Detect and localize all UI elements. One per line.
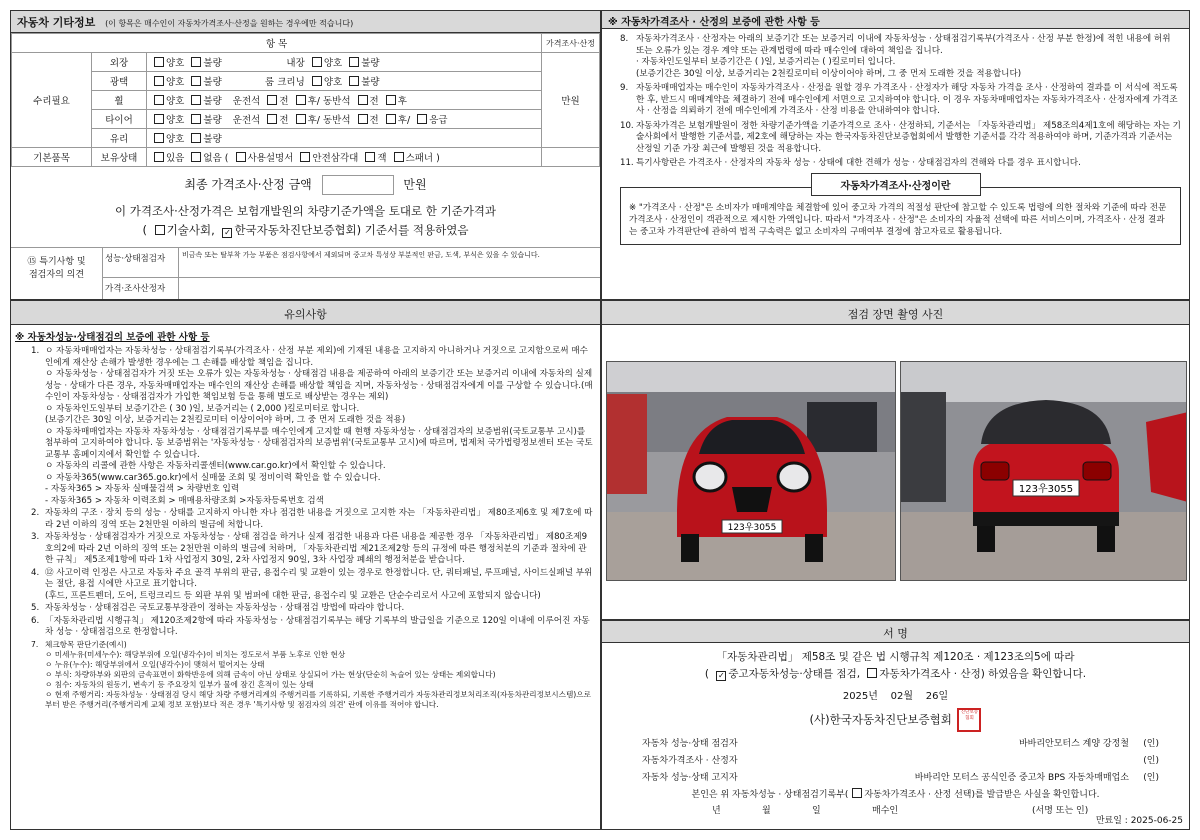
front-car-image — [607, 362, 896, 581]
notes-item — [31, 508, 594, 531]
sign-row-mark: (인) — [1143, 739, 1159, 749]
sign-row-label: 자동차 성능·상태 점검자 — [642, 739, 738, 749]
notes-subtitle: ※ 자동차성능·상태점검의 보증에 관한 사항 등 — [15, 332, 210, 343]
notes-list — [11, 346, 600, 710]
guarantee-item-number: 10. — [620, 120, 634, 131]
col-price-header: 가격조사·산정 — [542, 34, 600, 53]
row-glass-label: 유리 — [92, 129, 147, 148]
checkbox-tech-society[interactable] — [155, 225, 165, 235]
checkbox[interactable] — [386, 114, 396, 124]
sign-rows — [602, 732, 1189, 785]
expiry-date: 만료일 : 2025-06-25 — [1095, 816, 1183, 826]
guarantee-item — [620, 34, 1181, 80]
rear-plate-text: 123우3055 — [1018, 484, 1074, 495]
sign-row-value: 바바리안모터스 계양 강정철 — [1018, 739, 1129, 749]
notes-item-text: 체크항목 판단기준(예시) ㅇ 미세누유(미세누수): 해당부위에 오일(냉각수)이 비치는 정도로서 부품 노후로 인한 현상 ㅇ 누유(누수): 해당부위에서 오일(냉각수)이 맺혀서 떨어지는 상태 ㅇ 부식: 차량하부와 외판의 금속표면이 화학반응에 의해 금속이 아닌 상태로 상실되어 가는 현상(단순히 녹슬어 있는 상태는 제외합니다) ㅇ 침수: 자동차의 원동기, 변속기 등 주요장치 일부가 물에 잠긴 흔적이 있는 상태 ㅇ 현재 주행거리: 자동차성능 · 상태점검 당시 해당 차량 주행거리계의 주행거리를 기록하되, 기록한 주행거리가 자동차관리정보처리조직(자동차관리정보시스템)으로부터 받은 주행거리(주행거리계 교체 정보 포함)보다 적은 경우 '특기사항 및 점검자의 의견' 란에 이유를 적어야 합니다. — [45, 639, 591, 709]
checkbox[interactable] — [191, 133, 201, 143]
row-tire-label: 타이어 — [92, 110, 147, 129]
special-section — [11, 247, 601, 300]
notes-item — [31, 640, 594, 710]
notes-item-text: 자동차성능 · 상태점검자가 거짓으로 자동차성능 · 상태 점검을 하거나 실제 점검한 내용과 다른 내용을 제공한 경우 「자동차관리법」 제80조제9호의2에 따라 2년 이하의 징역 또는 2천만원 이하의 벌금에 처하며, 「자동차관리법 제21조제2항 등의 규정에 따른 행정처분의 기준과 절차에 관한 규칙」 제5조제1항에 따라 1차 사업정지 30일, 2차 사업정지 90일, 3차 사업장 폐쇄의 행정처분을 받습니다. — [45, 532, 588, 565]
guarantee-item-text: 자동차가격은 보험개발원이 정한 차량기준가액을 기준가격으로 조사 · 산정하되, 기준서는 「자동차관리법」 제58조의4제1호에 해당하는 자는 기술사회에서 발행한 기준서를, 제2호에 해당하는 자는 한국자동차진단보증협회에서 발행한 기준서를 각각 적용하여야 하며, 기준가격과 기준서는 산정일 기준 가장 최근에 발행된 것을 적용합니다. — [636, 120, 1181, 154]
checkbox[interactable] — [267, 114, 277, 124]
row-gloss-label: 광택 — [92, 72, 147, 91]
check-line: ( ✓ 중고자동차성능·상태를 점검, 자동차가격조사 · 산정) 하였음을 확인합니다. — [704, 668, 1087, 680]
rear-car-image — [901, 362, 1187, 581]
guarantee-header: ※ 자동차가격조사 · 산정의 보증에 관한 사항 등 — [602, 11, 1189, 29]
photos-header: 점검 장면 촬영 사진 — [602, 301, 1189, 325]
checkbox[interactable] — [358, 114, 368, 124]
checkbox[interactable] — [358, 95, 368, 105]
final-price-unit: 만원 — [403, 177, 427, 192]
final-price-label: 최종 가격조사·산정 금액 — [184, 177, 312, 192]
special-inspector-label: 성능·상태점검자 — [103, 248, 179, 277]
basic-options: 있음 없음 ( 사용설명서 안전삼각대 잭 스패너 ) — [147, 148, 542, 167]
notes-item — [31, 603, 594, 615]
sign-date: 2025년 02월 26일 — [842, 691, 949, 702]
notes-panel — [10, 300, 601, 830]
org-row — [602, 708, 1189, 732]
sign-row — [642, 734, 1159, 751]
checkbox[interactable] — [386, 95, 396, 105]
special-appraiser-label: 가격·조사산정자 — [103, 278, 179, 300]
extra-info-note: (이 항목은 매수인이 자동차가격조사·산정을 원하는 경우에만 적습니다) — [105, 19, 354, 28]
sign-row — [642, 768, 1159, 785]
row-glass-options: 양호 불량 — [147, 129, 542, 148]
front-photo — [606, 361, 896, 581]
front-plate-text: 123우3055 — [727, 523, 777, 533]
org-name: (사)한국자동차진단보증협회 — [809, 712, 952, 727]
notes-item — [31, 616, 594, 639]
checkbox-appraisal[interactable] — [867, 668, 877, 678]
appraisal-box-text: ※ "가격조사 · 산정"은 소비자가 매매계약을 체결함에 있어 중고차 가격의 적절성 판단에 참고할 수 있도록 법령에 의한 절차와 기준에 따라 전문 가격조사 · 산정인이 객관적으로 제시한 가액입니다. 따라서 "가격조사 · 산정"은 소비자의 자율적 선택에 따른 서비스이며, 가격조사 · 산정 결과는 중고차 가격판단에 관하여 법적 구속력은 없고 소비자의 구매여부 결정에 참고자료로 활용됩니다. — [629, 202, 1167, 237]
price-unit: 만원 — [542, 53, 600, 148]
row-wheel-label: 휠 — [92, 91, 147, 110]
row-room-cleaning-label: 룸 크리닝 — [265, 77, 305, 88]
checkbox[interactable] — [417, 114, 427, 124]
guarantee-item-number: 11. — [620, 158, 634, 168]
notes-item-text: 「자동차관리법 시행규칙」 제120조제2항에 따라 자동차성능 · 상태점검기록부는 해당 기록부의 발급일을 기준으로 120일 이내에 이루어진 자동차 성능 · 상태점검으로 한정합니다. — [45, 615, 590, 637]
checkbox[interactable] — [312, 76, 322, 86]
checkbox[interactable] — [394, 152, 404, 162]
notes-item-text: 자동차의 구조 · 장치 등의 성능 · 상태를 고지하지 아니한 자나 점검한 내용을 거짓으로 고지한 자는 「자동차관리법」 제80조제6호 및 제7호에 따라 2년 이하의 징역 또는 2천만원 이하의 벌금에 처합니다. — [45, 508, 593, 530]
notes-item-number: 6. — [31, 615, 40, 626]
checkbox[interactable] — [191, 57, 201, 67]
row-interior-label: 내장 — [286, 58, 305, 69]
guarantee-list — [602, 29, 1189, 170]
checkbox-performance[interactable]: ✓ — [717, 671, 725, 680]
checkbox[interactable] — [296, 114, 306, 124]
notes-item — [31, 346, 594, 507]
notes-item-number: 2. — [31, 508, 40, 518]
basis-line1: 이 가격조사·산정가격은 보험개발원의 차량기준가액을 토대로 한 기준가격과 — [114, 204, 497, 218]
notes-item-text: 자동차성능 · 상태점검은 국토교통부장관이 정하는 자동차성능 · 상태점검 방법에 따라야 합니다. — [45, 603, 405, 613]
rear-photo — [900, 361, 1187, 581]
checkbox[interactable] — [365, 152, 375, 162]
notes-item — [31, 532, 594, 567]
confirm-line: 본인은 위 자동차성능 · 상태점검기록부( 자동차가격조사 · 산정 선택)를 발급받은 사실을 확인합니다. — [691, 790, 1100, 800]
row-exterior-label: 외장 — [92, 53, 147, 72]
guarantee-panel — [601, 10, 1190, 300]
final-price-row — [11, 175, 600, 195]
sign-row-label: 자동차가격조사 · 산정자 — [642, 756, 738, 766]
notes-item-text: ⑫ 사고이력 인정은 사고로 자동차 주요 골격 부위의 판금, 용접수리 및 교환이 있는 경우로 한정합니다. 단, 쿼터패널, 루프패널, 사이드실패널 부위는 절단, 용접 시에만 사고로 표기합니다. (후드, 프론트펜더, 도어, 트렁크리드 등 외판 부위 및 범퍼에 대한 판금, 용접수리 및 교환은 단순수리로서 사고에 포함되지 않습니다) — [45, 567, 593, 601]
guarantee-item — [620, 121, 1181, 156]
checkbox[interactable] — [349, 76, 359, 86]
guarantee-item-text: 자동차매매업자는 매수인이 자동차가격조사 · 산정을 원할 경우 가격조사 · 산정자가 해당 자동차 가격을 조사 · 산정하여 결과를 이 서식에 적도록 한 후, 반드시 매매계약을 체결하기 전에 매수인에게 서면으로 고지하여야 합니다. 이 경우 자동차매매업자는 자동차가격조사 · 산정자에게 가격조사 · 산정을 의뢰하기 전에 매수인에게 가격조사 · 산정 비용을 안내하여야 합니다. — [636, 83, 1178, 116]
notes-item-number: 7. — [31, 639, 39, 649]
checkbox-confirm[interactable] — [852, 788, 862, 798]
checkbox[interactable] — [191, 152, 201, 162]
guarantee-item-number: 8. — [620, 34, 629, 44]
repair-table — [11, 33, 600, 167]
row-exterior-options: 양호 불량 내장 양호 불량 — [147, 53, 542, 72]
photos-panel — [601, 300, 1190, 620]
row-wheel-options: 양호 불량 운전석 전 후/ 동반석 전 후 — [147, 91, 542, 110]
guarantee-item — [620, 158, 1181, 170]
notes-item-text: ㅇ 자동차매매업자는 자동차성능 · 상태점검기록부(가격조사 · 산정 부분 제외)에 기재된 내용을 고지하지 아니하거나 거짓으로 고지함으로써 매수인에게 재산상 손해가 발생한 경우에는 그 손해를 배상할 책임을 집니다. ㅇ 자동차성능 · 상태점검자가 거짓 또는 오류가 있는 자동차성능 · 상태점검 내용을 제공하여 아래의 보증기간 또는 보증거리 이내에 자동차의 실제 성능 · 상태가 다른 경우, 자동차매매업자는 매수인의 재산상 손해를 배상할 책임을 지며, 자동차성능 · 상태점검자에게 이를 구상할 수 있습니다.(매수인이 자동차성능 · 상태점검자가 가입한 책임보험 등을 통해 별도로 배상받는 경우는 제외) ㅇ 자동차인도일부터 보증기간은 ( 30 )일, 보증거리는 ( 2,000 )킬로미터로 합니다. (보증기간은 30일 이상, 보증거리는 2천킬로미터 이상이어야 하며, 그 중 먼저 도래한 것을 적용) ㅇ 자동차매매업자는 자동차 자동차성능 · 상태점검기록부를 매수인에게 고지할 때 현행 자동차성능 · 상태점검자의 보증범위(국토교통부 고시)를 첨부하여 고지하여야 합니다. 동 보증범위는 '자동차성능 · 상태점검자의 보증범위'(국토교통부 고시)에 따르며, 법제처 국가법령정보센터 또는 국토교통부 홈페이지에서 확인할 수 있습니다. ㅇ 자동차의 리콜에 관한 사항은 자동차리콜센터(www.car.go.kr)에서 확인할 수 있습니다. ㅇ 자동차365(www.car365.go.kr)에서 실매물 조회 및 정비이력 확인을 할 수 있습니다. - 자동차365 > 자동차 실매물검색 > 차량번호 입력 - 자동차365 > 자동차 이력조회 > 매매용차량조회 >자동차등록번호 검색 — [45, 346, 593, 506]
checkbox[interactable] — [191, 114, 201, 124]
final-price-input[interactable] — [322, 175, 394, 195]
special-appraiser-text — [179, 278, 601, 300]
notes-item-number: 4. — [31, 567, 40, 578]
sign-row-value: 바바리안 모터스 공식인증 중고차 BPS 자동차매매업소 — [914, 773, 1129, 783]
checkbox-kadia[interactable]: ✓ — [224, 228, 231, 237]
basis-line2: ( 기술사회, ✓ 한국자동차진단보증협회) 기준서를 적용하였음 — [142, 223, 469, 237]
guarantee-item-text: 특기사항란은 가격조사 · 산정자의 자동차 성능 · 상태에 대한 견해가 성능 · 상태점검자의 견해와 다를 경우 표시합니다. — [636, 158, 1081, 168]
row-tire-options: 양호 불량 운전석 전 후/ 동반석 전 후/ 응급 — [147, 110, 542, 129]
sign-row-mark: (인) — [1143, 756, 1159, 766]
appraisal-box-title: 자동차가격조사·산정이란 — [811, 173, 981, 196]
law-line: 「자동차관리법」 제58조 및 같은 법 시행규칙 제120조 · 제123조의5에 따라 — [716, 651, 1075, 663]
checkbox[interactable] — [154, 152, 164, 162]
checkbox[interactable] — [154, 114, 164, 124]
checkbox[interactable] — [154, 76, 164, 86]
col-item-header: 항 목 — [12, 34, 542, 53]
checkbox[interactable] — [154, 133, 164, 143]
notes-header: 유의사항 — [11, 301, 600, 325]
checkbox[interactable] — [191, 95, 201, 105]
checkbox[interactable] — [236, 152, 246, 162]
checkbox[interactable] — [267, 95, 277, 105]
guarantee-item-text: 자동차가격조사 · 산정자는 아래의 보증기간 또는 보증거리 이내에 자동차성능 · 상태점검기록부(가격조사 · 산정 부분 한정)에 적힌 내용에 허위 또는 오류가 있는 경우 계약 또는 관계법령에 따라 매수인에 대하여 책임을 집니다. · 자동차인도일부터 보증기간은 ( )일, 보증거리는 ( )킬로미터 입니다. (보증기간은 30일 이상, 보증거리는 2천킬로미터 이상이어야 하며, 그 중 먼저 도래한 것을 적용합니다) — [636, 34, 1171, 79]
checkbox[interactable] — [312, 57, 322, 67]
group-repair-label: 수리필요 — [12, 53, 92, 148]
notes-item-number: 3. — [31, 532, 40, 542]
notes-item-number: 5. — [31, 603, 40, 613]
special-label: ⑮ 특기사항 및 점검자의 의견 — [11, 248, 103, 300]
row-gloss-options: 양호 불량 룸 크리닝 양호 불량 — [147, 72, 542, 91]
extra-info-header — [11, 11, 600, 33]
notes-item — [31, 568, 594, 603]
checkbox[interactable] — [191, 76, 201, 86]
checkbox[interactable] — [300, 152, 310, 162]
extra-info-panel — [10, 10, 601, 300]
basic-status-label: 보유상태 — [92, 148, 147, 167]
signature-panel — [601, 620, 1190, 830]
sign-row — [642, 751, 1159, 768]
special-inspector-text: 비금속 또는 탈부착 가능 부품은 점검사항에서 제외되며 중고차 특성상 부분적인 판금, 도색, 부식은 있을 수 있습니다. — [182, 251, 540, 259]
org-seal: 진단보증협회 — [957, 708, 981, 732]
sign-row-label: 자동차 성능·상태 고지자 — [642, 773, 738, 783]
signature-header: 서 명 — [602, 621, 1189, 643]
notes-item-number: 1. — [31, 346, 40, 356]
group-basic-label: 기본품목 — [12, 148, 92, 167]
checkbox[interactable] — [296, 95, 306, 105]
sign-row-mark: (인) — [1143, 773, 1159, 783]
extra-info-title: 자동차 기타정보 — [17, 16, 96, 29]
guarantee-item — [620, 83, 1181, 118]
checkbox[interactable] — [154, 57, 164, 67]
checkbox[interactable] — [154, 95, 164, 105]
guarantee-item-number: 9. — [620, 83, 629, 93]
checkbox[interactable] — [349, 57, 359, 67]
buyer-row: 년 월 일 매수인 (서명 또는 인) — [712, 806, 1089, 816]
